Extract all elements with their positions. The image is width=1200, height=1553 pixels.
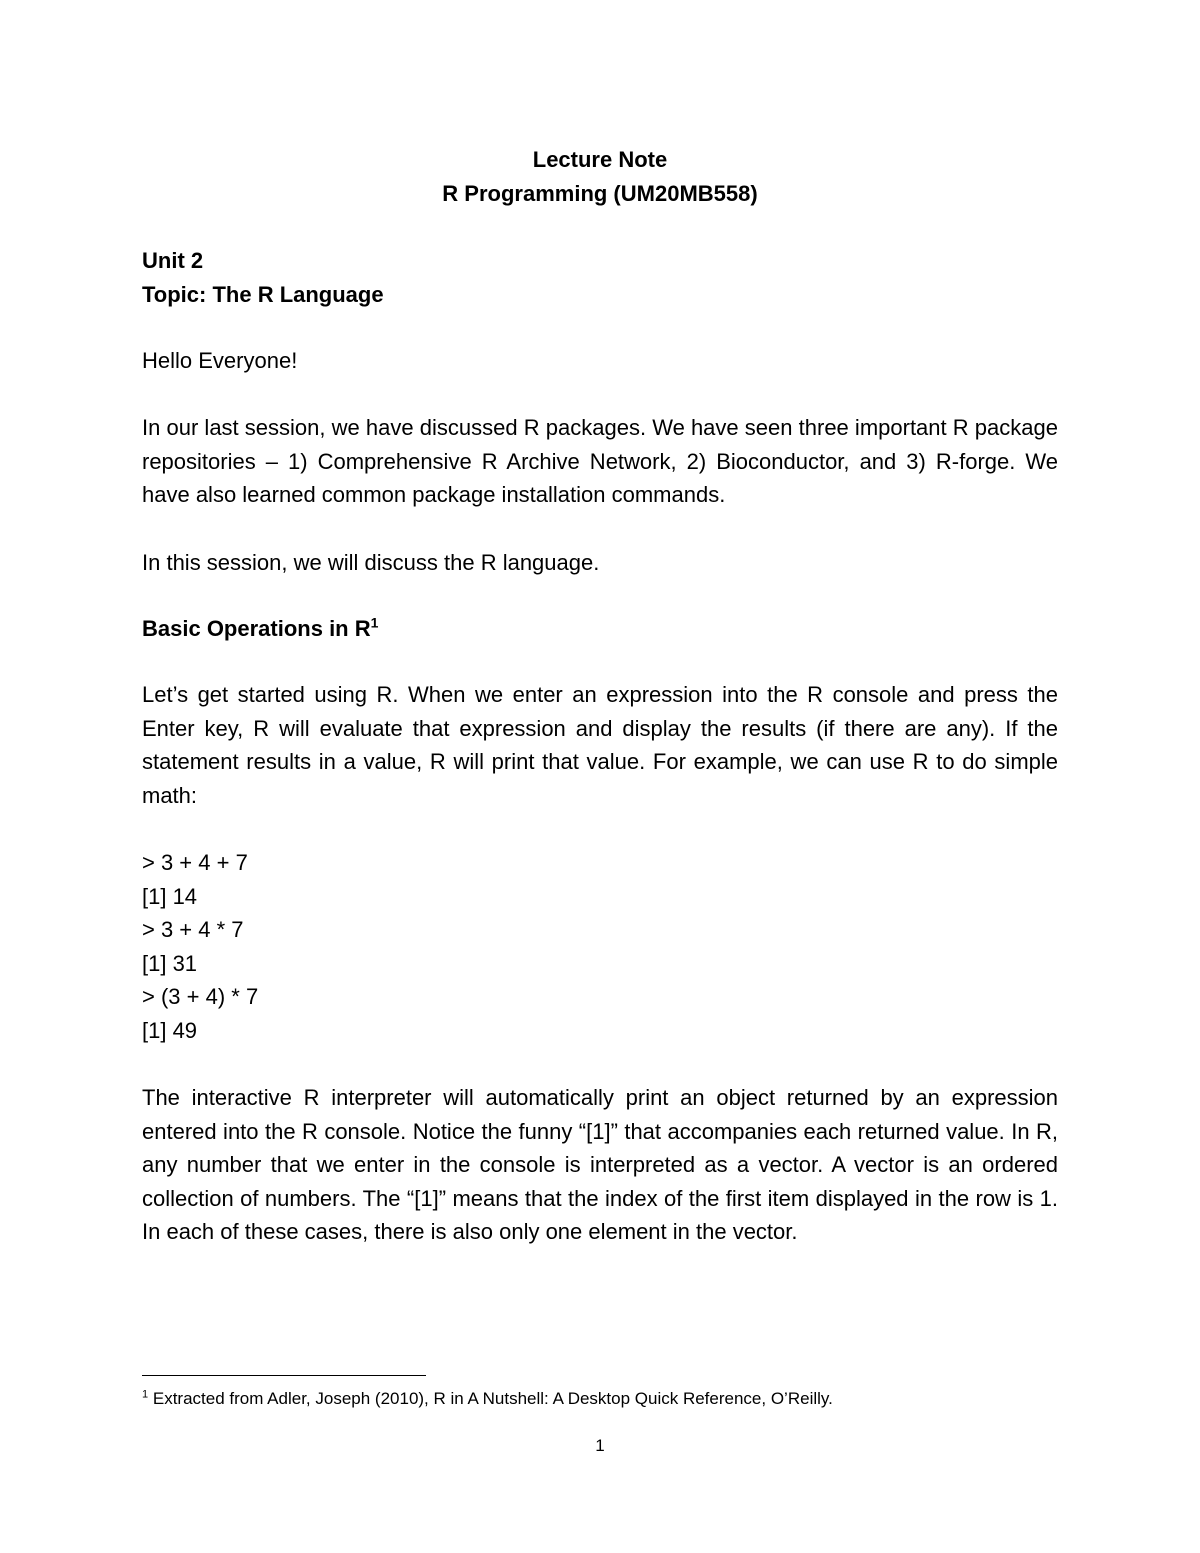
code-line: [1] 31 bbox=[142, 950, 198, 976]
code-block bbox=[142, 846, 258, 1048]
section-heading-text: Basic Operations in R bbox=[142, 616, 371, 641]
paragraph-this-session: In this session, we will discuss the R language. bbox=[142, 550, 600, 575]
section-heading bbox=[142, 615, 378, 643]
document-title: Lecture Note bbox=[532, 147, 668, 172]
course-title: R Programming (UM20MB558) bbox=[442, 181, 758, 206]
code-line: [1] 14 bbox=[142, 883, 198, 909]
topic-heading: Topic: The R Language bbox=[142, 282, 384, 307]
footnote-mark: 1 bbox=[142, 1388, 149, 1401]
footnote bbox=[142, 1388, 833, 1410]
code-line: > 3 + 4 * 7 bbox=[142, 917, 244, 943]
footnote-separator bbox=[142, 1375, 426, 1376]
code-line: [1] 49 bbox=[142, 1017, 198, 1043]
unit-label: Unit 2 bbox=[142, 248, 204, 273]
page-number: 1 bbox=[595, 1436, 605, 1455]
footnote-text: Extracted from Adler, Joseph (2010), R in A Nutshell: A Desktop Quick Reference, O’Reilly. bbox=[152, 1389, 833, 1408]
paragraph-intro: Let’s get started using R. When we enter an expression into the R console and press the Enter key, R will evaluate that expression and display the results (if there are any). If the statement results in a value, R will print that value. For example, we can use R to do simple math: bbox=[142, 682, 1058, 808]
code-line: > 3 + 4 + 7 bbox=[142, 850, 248, 875]
greeting: Hello Everyone! bbox=[142, 348, 298, 373]
paragraph-closing: The interactive R interpreter will automatically print an object returned by an expression entered into the R console. Notice the funny “[1]” that accompanies each returned value. In R, any number that we enter in the console is interpreted as a vector. A vector is an ordered collection of numbers. The “[1]” means that the index of the first item displayed in the row is 1. In each of these cases, there is also only one element in the vector. bbox=[142, 1085, 1058, 1245]
code-line: > (3 + 4) * 7 bbox=[142, 984, 259, 1010]
paragraph-previous-session: In our last session, we have discussed R packages. We have seen three important R package repositories – 1) Comprehensive R Archive Network, 2) Bioconductor, and 3) R-forge. We have also learned common package installation commands. bbox=[142, 415, 1058, 508]
footnote-reference: 1 bbox=[370, 614, 379, 631]
